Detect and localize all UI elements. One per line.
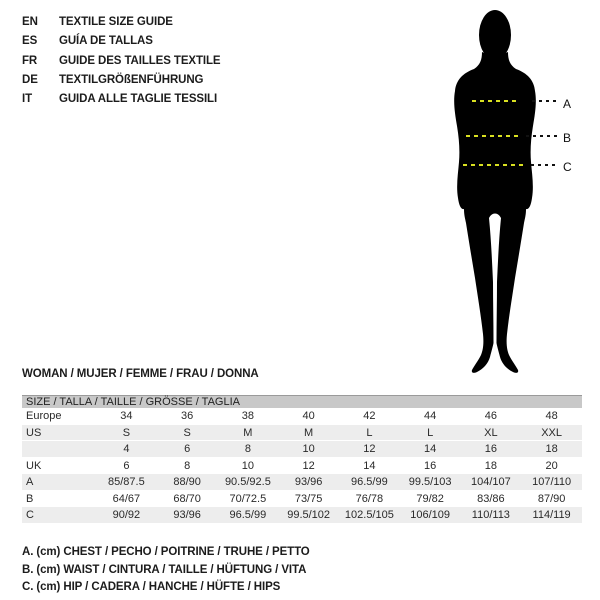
table-row: [22, 441, 582, 458]
size-cell: 99.5/102: [287, 509, 331, 521]
table-row: [22, 474, 582, 491]
table-row: [22, 491, 582, 508]
size-cell: 38: [241, 410, 254, 422]
language-code: IT: [22, 93, 33, 106]
size-cell: 6: [123, 459, 130, 472]
size-cell: 85/87.5: [108, 476, 145, 488]
size-cell: 83/86: [477, 492, 505, 505]
language-row: [22, 52, 221, 71]
language-row: [22, 71, 221, 90]
size-cell: 70/72.5: [229, 492, 267, 505]
row-label: [22, 441, 96, 458]
size-cell: 96.5/99: [351, 476, 388, 488]
size-cell: 8: [244, 443, 251, 455]
size-cell: 93/96: [173, 509, 201, 521]
language-row: [22, 13, 221, 32]
size-cell: 93/96: [294, 476, 323, 488]
size-cell: 12: [302, 459, 315, 472]
table-row: [22, 507, 582, 524]
size-cell: 40: [302, 410, 315, 422]
size-cell: 36: [181, 410, 194, 422]
size-cell: 20: [545, 459, 558, 472]
measure-label-b: B: [563, 131, 572, 145]
size-cell: 87/90: [537, 492, 566, 505]
size-cell: 99.5/103: [408, 476, 452, 488]
measurement-note: B. (cm) WAIST / CINTURA / TAILLE / HÜFTUNG / VITA: [22, 563, 307, 576]
measurement-note: C. (cm) HIP / CADERA / HANCHE / HÜFTE / HIPS: [22, 581, 281, 594]
size-cell: 73/75: [294, 492, 323, 505]
size-table: [22, 395, 582, 524]
size-cell: 42: [363, 410, 376, 422]
size-cell: 44: [424, 410, 437, 422]
size-cell: 18: [484, 459, 497, 472]
size-cell: 68/70: [173, 492, 201, 505]
language-code: EN: [22, 16, 38, 28]
size-cell: 14: [424, 443, 437, 455]
size-cell: 8: [184, 459, 191, 472]
size-cell: 79/82: [416, 492, 444, 505]
section-title-woman: WOMAN / MUJER / FEMME / FRAU / DONNA: [22, 368, 259, 380]
language-code: DE: [22, 73, 38, 86]
language-title: GUIDE DES TAILLES TEXTILE: [59, 54, 221, 67]
row-label: Europe: [26, 410, 62, 422]
size-cell: M: [304, 426, 314, 439]
size-cell: 102.5/105: [344, 509, 394, 521]
size-cell: L: [366, 426, 373, 439]
size-cell: 96.5/99: [229, 509, 267, 521]
silhouette-body: [454, 52, 536, 373]
size-cell: XL: [484, 426, 498, 439]
woman-silhouette-figure: [427, 2, 572, 374]
language-row: [22, 32, 221, 51]
size-cell: XXL: [541, 426, 563, 439]
size-cell: 104/107: [470, 476, 511, 488]
size-cell: 16: [424, 459, 437, 472]
table-row: [22, 458, 582, 475]
table-row: [22, 425, 582, 442]
row-label: US: [26, 426, 42, 439]
size-cell: 88/90: [173, 476, 201, 488]
language-code: FR: [22, 54, 38, 67]
language-title: GUÍA DE TALLAS: [59, 35, 153, 48]
size-cell: 14: [363, 459, 376, 472]
language-code: ES: [22, 35, 38, 48]
size-cell: S: [183, 426, 191, 439]
row-label: B: [26, 492, 34, 505]
size-cell: 114/119: [532, 509, 571, 521]
measurement-notes: [22, 544, 310, 597]
size-cell: 107/110: [532, 476, 572, 488]
size-cell: 16: [484, 443, 497, 455]
size-cell: 4: [123, 443, 130, 455]
size-cell: 18: [545, 443, 558, 455]
size-cell: 76/78: [355, 492, 384, 505]
size-cell: 90/92: [112, 509, 141, 521]
size-cell: L: [427, 426, 434, 439]
language-title: TEXTILE SIZE GUIDE: [59, 16, 173, 28]
size-cell: 34: [120, 410, 133, 422]
language-title: TEXTILGRÖßENFÜHRUNG: [59, 73, 204, 86]
size-cell: 90.5/92.5: [224, 476, 271, 488]
size-cell: 48: [545, 410, 558, 422]
row-label: C: [26, 509, 34, 521]
language-row: [22, 90, 221, 109]
row-label: A: [26, 476, 34, 488]
size-cell: 10: [241, 459, 254, 472]
measure-label-c: C: [563, 160, 572, 174]
size-cell: 10: [302, 443, 315, 455]
language-title-list: [22, 13, 221, 109]
size-table-body: [22, 408, 582, 524]
silhouette-head: [479, 10, 511, 60]
size-cell: 110/113: [471, 509, 510, 521]
size-cell: 64/67: [112, 492, 141, 505]
size-cell: 12: [363, 443, 376, 455]
size-cell: S: [122, 426, 131, 439]
language-title: GUIDA ALLE TAGLIE TESSILI: [59, 93, 218, 106]
size-cell: 46: [484, 410, 497, 422]
table-row: [22, 408, 582, 425]
size-cell: 6: [184, 443, 191, 455]
row-label: UK: [26, 459, 42, 472]
size-cell: 106/109: [410, 509, 450, 521]
measurement-note: A. (cm) CHEST / PECHO / POITRINE / TRUHE / PETTO: [22, 546, 310, 558]
size-table-header: SIZE / TALLA / TAILLE / GRÖSSE / TAGLIA: [22, 395, 582, 408]
woman-silhouette-svg: [427, 2, 567, 374]
size-cell: M: [243, 426, 253, 439]
measure-label-a: A: [563, 97, 572, 111]
